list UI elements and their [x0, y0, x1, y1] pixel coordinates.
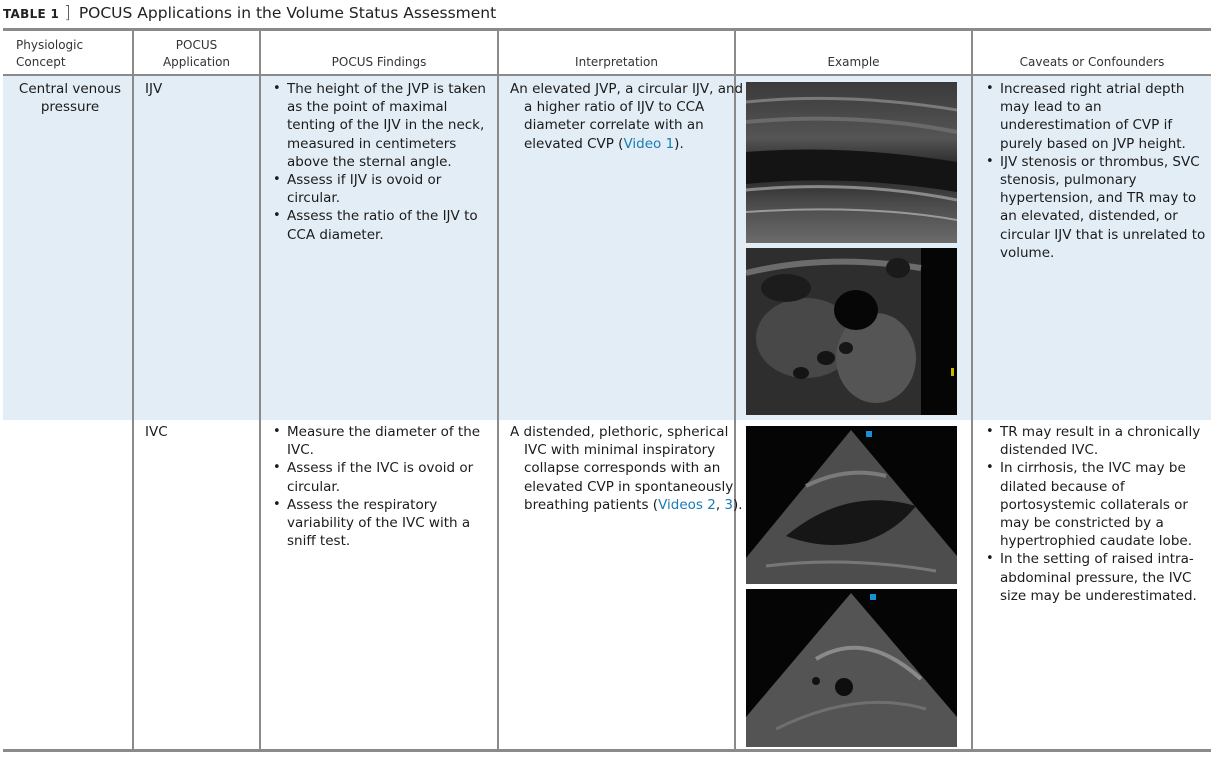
video-3-link[interactable]: 3: [724, 496, 733, 513]
list-item: • Assess if IJV is ovoid or circular.: [273, 171, 493, 207]
table-title-text: POCUS Applications in the Volume Status Assessment: [78, 4, 497, 22]
ivc-longitudinal-ultrasound-image: [746, 426, 957, 584]
row1-concept: [11, 80, 129, 116]
ijv-longitudinal-ultrasound-image: [746, 82, 957, 243]
list-item: • Assess if the IVC is ovoid or circular.: [273, 459, 493, 495]
column-divider: [259, 31, 261, 749]
header-example-text: Example: [827, 55, 880, 69]
header-concept-line2: Concept: [16, 55, 66, 69]
row1-interpretation-end: ).: [674, 135, 684, 152]
row2-findings: [273, 423, 493, 550]
column-divider: [132, 31, 134, 749]
list-item: • Increased right atrial depth may lead to an underestimation of CVP if purely based on JVP height.: [986, 80, 1206, 153]
header-interpretation: [499, 37, 734, 71]
header-findings-text: POCUS Findings: [331, 55, 427, 69]
list-item: • Measure the diameter of the IVC.: [273, 423, 493, 459]
row1-interpretation-text: An elevated JVP, a circular IJV, and a higher ratio of IJV to CCA diameter correlate with an elevated CVP (: [510, 81, 744, 152]
pocus-table: [3, 28, 1211, 752]
header-caveats-text: Caveats or Confounders: [1019, 55, 1165, 69]
row2-application: IVC: [145, 424, 168, 440]
row2-caveats: [986, 423, 1206, 605]
ivc-cross-section-ultrasound-image: [746, 589, 957, 747]
header-example: [736, 37, 971, 71]
list-item: • The height of the JVP is taken as the point of maximal tenting of the IJV in the neck, measured in centimeters above the sternal angle.: [273, 80, 493, 171]
header-findings: [261, 37, 497, 71]
list-item: • In cirrhosis, the IVC may be dilated because of portosystemic collaterals or may be constricted by a hypertrophied caudate lobe.: [986, 459, 1206, 550]
row1-interpretation: [510, 80, 744, 153]
table-title: [3, 3, 496, 23]
row2-interpretation-end: ).: [733, 496, 743, 513]
video-1-link[interactable]: Video 1: [623, 135, 675, 152]
header-rule: [3, 74, 1211, 76]
list-item: • IJV stenosis or thrombus, SVC stenosis, pulmonary hypertension, and TR may to an elevated, distended, or circular IJV that is unrelated to volume.: [986, 153, 1206, 262]
header-interpretation-text: Interpretation: [575, 55, 658, 69]
column-divider: [971, 31, 973, 749]
row1-caveats: [986, 80, 1206, 262]
videos-2-link[interactable]: Videos 2: [658, 496, 716, 513]
list-item: • Assess the ratio of the IJV to CCA diameter.: [273, 207, 493, 243]
list-item: • In the setting of raised intra-abdominal pressure, the IVC size may be underestimated.: [986, 550, 1206, 605]
row1-concept-line1: Central venous: [18, 81, 122, 97]
table-label: TABLE 1: [3, 7, 60, 21]
title-bracket: ]: [64, 3, 71, 23]
ijv-cross-section-ultrasound-image: [746, 248, 957, 415]
header-caveats: [973, 37, 1211, 71]
column-divider: [497, 31, 499, 749]
row2-interpretation-text: A distended, plethoric, spherical IVC with minimal inspiratory collapse corresponds with an elevated CVP in spontaneously breathing patients (: [510, 424, 734, 513]
row1-concept-line2: pressure: [40, 99, 100, 116]
header-concept-line1: Physiologic: [16, 38, 84, 52]
header-application: [134, 37, 259, 71]
row1-findings: [273, 80, 493, 244]
row2-interpretation: A distended, plethoric, spherical IVC with minimal inspiratory collapse corresponds with an elevated CVP in spontaneously breathing patients (Videos 2, 3).: [510, 424, 743, 513]
list-item: • Assess the respiratory variability of the IVC with a sniff test.: [273, 496, 493, 551]
row1-application: IJV: [145, 81, 163, 97]
list-item: • TR may result in a chronically distended IVC.: [986, 423, 1206, 459]
header-application-line2: Application: [162, 55, 231, 69]
header-application-line1: POCUS: [175, 38, 218, 52]
header-concept: [16, 37, 126, 71]
